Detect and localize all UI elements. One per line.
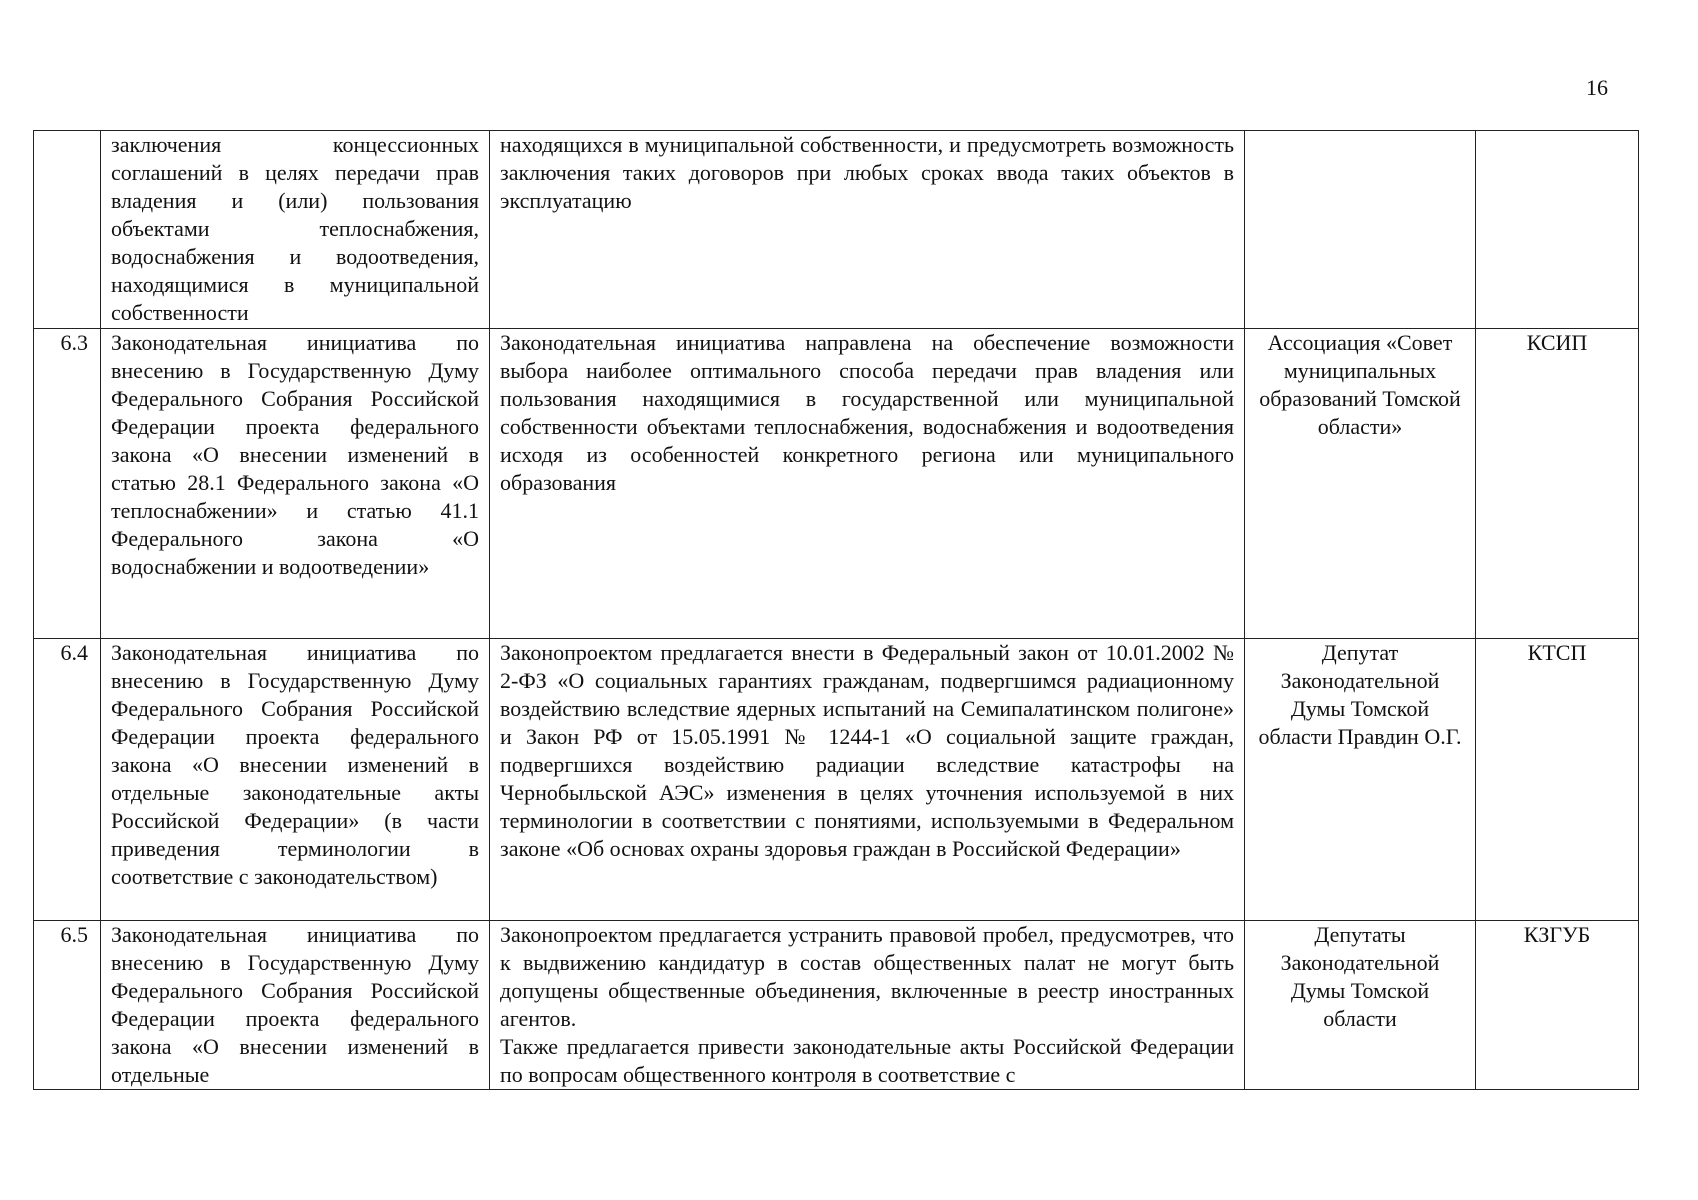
page-number: 16 (1586, 75, 1608, 100)
committee-cell: КЗГУБ (1476, 921, 1639, 1090)
table-row (34, 921, 1639, 1090)
legislative-plan-table (33, 130, 1639, 1090)
item-number-cell: 6.5 (34, 921, 101, 1090)
table-row (34, 639, 1639, 921)
item-description-cell (490, 639, 1245, 921)
description-paragraph: Законодательная инициатива направлена на обеспечение возможности выбора наиболее оптимального способа передачи прав владения или пользования находящимися в государственной или муниципальной собственности объектами теплоснабжения, водоснабжения и водоотведения исходя из особенностей конкретного региона или муниципального образования (500, 330, 1234, 495)
item-number-cell: 6.4 (34, 639, 101, 921)
item-title-cell: Законодательная инициатива по внесению в Государственную Думу Федерального Собрания Российской Федерации проекта федерального закона «О внесении изменений в отдельные законодательные акты Российской Федерации» (в части приведения терминологии в соответствие с законодательством) (101, 639, 490, 921)
item-description-cell (490, 131, 1245, 329)
initiator-cell: Депутат Законодательной Думы Томской области Правдин О.Г. (1245, 639, 1476, 921)
item-title-cell: Законодательная инициатива по внесению в Государственную Думу Федерального Собрания Российской Федерации проекта федерального закона «О внесении изменений в отдельные (101, 921, 490, 1090)
table-row (34, 131, 1639, 329)
item-title-cell: заключения концессионных соглашений в целях передачи прав владения и (или) пользования объектами теплоснабжения, водоснабжения и водоотведения, находящимися в муниципальной собственности (101, 131, 490, 329)
initiator-cell (1245, 131, 1476, 329)
description-paragraph: Законопроектом предлагается внести в Федеральный закон от 10.01.2002 № 2-ФЗ «О социальных гарантиях гражданам, подвергшимся радиационному воздействию вследствие ядерных испытаний на Семипалатинском полигоне» и Закон РФ от 15.05.1991 № 1244-1 «О социальной защите граждан, подвергшихся воздействию радиации вследствие катастрофы на Чернобыльской АЭС» изменения в целях уточнения используемой в них терминологии в соответствии с понятиями, используемыми в Федеральном законе «Об основах охраны здоровья граждан в Российской Федерации» (500, 640, 1234, 861)
initiator-cell: Ассоциация «Совет муниципальных образований Томской области» (1245, 329, 1476, 639)
committee-cell (1476, 131, 1639, 329)
description-paragraph: Также предлагается привести законодательные акты Российской Федерации по вопросам общественного контроля в соответствие с (500, 1034, 1234, 1087)
committee-cell: КСИП (1476, 329, 1639, 639)
committee-cell: КТСП (1476, 639, 1639, 921)
table-row (34, 329, 1639, 639)
item-title-cell: Законодательная инициатива по внесению в Государственную Думу Федерального Собрания Российской Федерации проекта федерального закона «О внесении изменений в статью 28.1 Федерального закона «О теплоснабжении» и статью 41.1 Федерального закона «О водоснабжении и водоотведении» (101, 329, 490, 639)
item-number-cell: 6.3 (34, 329, 101, 639)
item-number-cell (34, 131, 101, 329)
item-description-cell (490, 921, 1245, 1090)
description-paragraph: Законопроектом предлагается устранить правовой пробел, предусмотрев, что к выдвижению кандидатур в состав общественных палат не могут быть допущены общественные объединения, включенные в реестр иностранных агентов. (500, 922, 1234, 1031)
item-description-cell (490, 329, 1245, 639)
initiator-cell: Депутаты Законодательной Думы Томской области (1245, 921, 1476, 1090)
description-paragraph: находящихся в муниципальной собственности, и предусмотреть возможность заключения таких договоров при любых сроках ввода таких объектов в эксплуатацию (500, 132, 1234, 213)
